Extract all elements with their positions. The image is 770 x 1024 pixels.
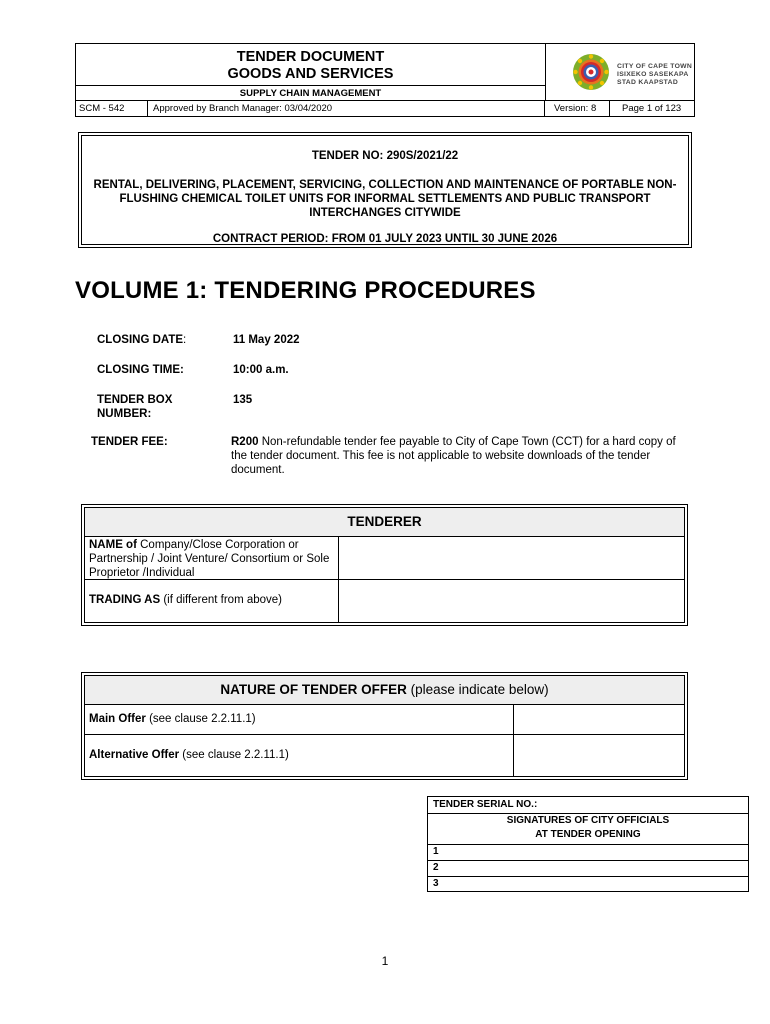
closing-date-value: 11 May 2022 <box>233 334 300 346</box>
tender-description: RENTAL, DELIVERING, PLACEMENT, SERVICING, COLLECTION AND MAINTENANCE OF PORTABLE NON- FLUSHING CHEMICAL TOILET UNITS FOR INFORMAL SETTLEMENTS AND PUBLIC TRANSPORT INTERCHANGES CITYWIDE <box>93 179 677 219</box>
tender-serial-table <box>427 796 749 892</box>
signature-row-2[interactable]: 2 <box>428 860 748 875</box>
tenderer-name-field[interactable] <box>338 536 685 580</box>
header-subtitle: SUPPLY CHAIN MANAGEMENT <box>76 85 545 101</box>
tender-offer-table <box>81 672 688 780</box>
trading-as-bold: TRADING AS <box>89 594 161 606</box>
tender-fee-amount: R200 <box>231 436 259 448</box>
doc-code: SCM - 542 <box>76 101 148 117</box>
contract-period: CONTRACT PERIOD: FROM 01 JULY 2023 UNTIL 30 JUNE 2026 <box>212 233 558 245</box>
tender-fee-label: TENDER FEE: <box>91 436 168 448</box>
alternative-offer-label <box>84 734 514 777</box>
tenderer-table <box>81 504 688 626</box>
tender-fee-text <box>231 435 693 477</box>
tender-offer-heading-rest: (please indicate below) <box>406 682 549 697</box>
alternative-offer-checkbox[interactable] <box>513 734 685 777</box>
signatures-heading-line2: AT TENDER OPENING <box>535 829 641 840</box>
tender-info-inner <box>81 135 689 245</box>
city-of-cape-town-logo-icon <box>572 53 610 91</box>
tender-offer-heading-bold: NATURE OF TENDER OFFER <box>220 682 407 697</box>
tender-box-number: 135 <box>233 394 253 406</box>
logo-line-2: ISIXEKO SASEKAPA <box>617 71 689 78</box>
header-title-cell <box>76 44 546 100</box>
trading-as-field[interactable] <box>338 579 685 623</box>
main-offer-bold: Main Offer <box>89 713 146 725</box>
version-label: Version: 8 <box>545 101 610 117</box>
volume-title: VOLUME 1: TENDERING PROCEDURES <box>75 277 536 304</box>
alternative-offer-bold: Alternative Offer <box>89 749 180 761</box>
tender-number: TENDER NO: 290S/2021/22 <box>311 150 459 162</box>
document-header <box>75 43 695 117</box>
trading-as-rest: (if different from above) <box>160 594 283 606</box>
header-logo-cell <box>545 44 694 100</box>
main-offer-rest: (see clause 2.2.11.1) <box>145 713 256 725</box>
page-number: 1 <box>381 954 389 968</box>
signature-row-1[interactable]: 1 <box>428 844 748 859</box>
tender-box-label <box>97 393 172 421</box>
header-meta-row <box>76 100 694 117</box>
approval-note: Approved by Branch Manager: 03/04/2020 <box>148 101 545 117</box>
page-count: Page 1 of 123 <box>622 103 682 114</box>
closing-date-label <box>97 333 186 347</box>
logo-line-3: STAD KAAPSTAD <box>617 79 679 86</box>
header-title-line2: GOODS AND SERVICES <box>227 66 394 82</box>
main-offer-checkbox[interactable] <box>513 704 685 735</box>
trading-as-label <box>84 579 339 623</box>
signatures-heading <box>428 813 748 842</box>
tender-info-box <box>78 132 692 248</box>
main-offer-label <box>84 704 514 735</box>
tender-box-label-line2: NUMBER: <box>97 408 152 420</box>
signatures-heading-line1: SIGNATURES OF CITY OFFICIALS <box>506 815 670 826</box>
tenderer-heading: TENDERER <box>84 507 685 537</box>
tenderer-name-bold: NAME of <box>89 539 137 551</box>
signature-row-3[interactable]: 3 <box>428 876 748 891</box>
logo-wordmark <box>617 63 692 87</box>
tender-box-label-line1: TENDER BOX <box>97 394 173 406</box>
closing-date-colon: : <box>183 334 187 346</box>
tender-fee-description: Non-refundable tender fee payable to City of Cape Town (CCT) for a hard copy of the tender document. This fee is not applicable to website downloads of the tender document. <box>231 436 676 476</box>
alternative-offer-rest: (see clause 2.2.11.1) <box>179 749 289 761</box>
closing-time-label: CLOSING TIME: <box>97 364 184 376</box>
tenderer-name-label <box>84 536 339 580</box>
closing-time-value: 10:00 a.m. <box>233 364 289 376</box>
logo-line-1: CITY OF CAPE TOWN <box>617 63 693 70</box>
tender-offer-heading <box>84 675 685 705</box>
tenderer-name-rest: Company/Close Corporation or Partnership / Joint Venture/ Consortium or Sole Proprietor /Individual <box>89 539 330 579</box>
closing-date-label-text: CLOSING DATE <box>97 334 184 346</box>
header-title-line1: TENDER DOCUMENT <box>236 49 385 65</box>
tender-serial-title: TENDER SERIAL NO.: <box>433 799 538 810</box>
